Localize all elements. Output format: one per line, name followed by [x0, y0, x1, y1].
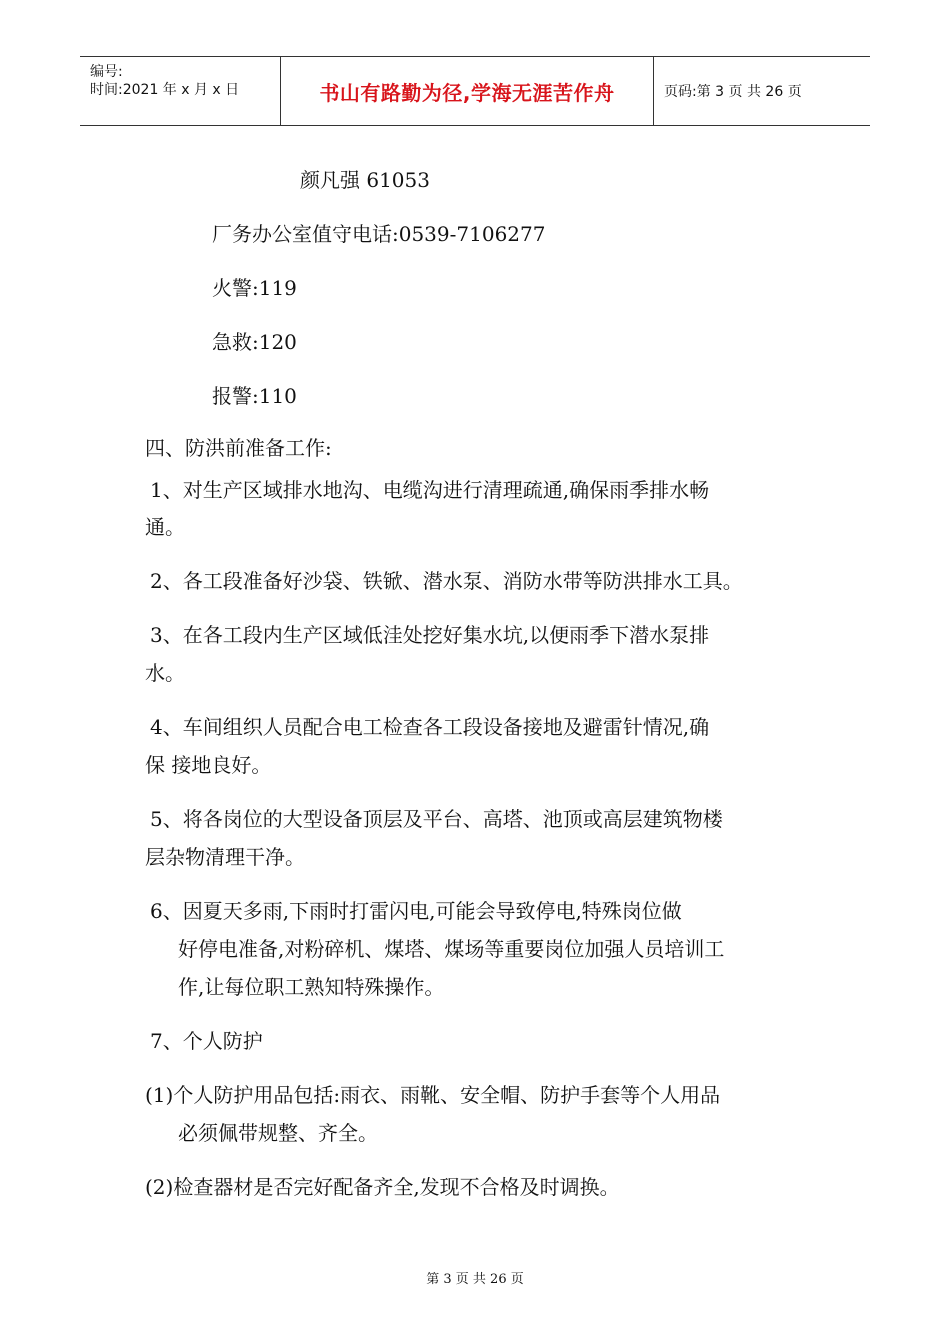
body-line: 3、在各工段内生产区域低洼处挖好集水坑,以便雨季下潜水泵排	[150, 623, 710, 647]
body-line: 2、各工段准备好沙袋、铁锨、潜水泵、消防水带等防洪排水工具。	[150, 569, 743, 593]
section-heading: 四、防洪前准备工作:	[145, 436, 332, 460]
body-line: 厂务办公室值守电话:0539-7106277	[212, 222, 546, 246]
header-motto: 书山有路勤为径,学海无涯苦作舟	[319, 80, 615, 105]
header-page-cell	[654, 57, 870, 125]
header-page-code: 页码:第 3 页 共 26 页	[664, 84, 802, 100]
document-number-label: 编号:	[90, 64, 123, 80]
body-line: 好停电准备,对粉碎机、煤塔、煤场等重要岗位加强人员培训工	[178, 937, 725, 961]
body-line: 4、车间组织人员配合电工检查各工段设备接地及避雷针情况,确	[150, 715, 710, 739]
body-line: 5、将各岗位的大型设备顶层及平台、高塔、池顶或高层建筑物楼	[150, 807, 723, 831]
body-line: 颜凡强 61053	[300, 168, 430, 192]
header-motto-cell	[281, 57, 654, 125]
body-line: 7、个人防护	[150, 1029, 263, 1053]
body-line: 1、对生产区域排水地沟、电缆沟进行清理疏通,确保雨季排水畅	[150, 478, 710, 502]
body-line: 报警:110	[212, 384, 297, 408]
page-footer: 第 3 页 共 26 页	[426, 1272, 524, 1287]
body-line: 保 接地良好。	[145, 753, 272, 777]
body-line: (1)个人防护用品包括:雨衣、雨靴、安全帽、防护手套等个人用品	[145, 1083, 721, 1107]
body-line: (2)检查器材是否完好配备齐全,发现不合格及时调换。	[145, 1175, 620, 1199]
body-line: 6、因夏天多雨,下雨时打雷闪电,可能会导致停电,特殊岗位做	[150, 899, 682, 923]
body-line: 层杂物清理干净。	[145, 845, 305, 869]
body-line: 急救:120	[212, 330, 297, 354]
body-line: 通。	[145, 515, 185, 539]
body-line: 水。	[145, 661, 185, 685]
page-header	[80, 56, 870, 126]
document-date-label: 时间:2021 年 x 月 x 日	[90, 82, 240, 98]
body-line: 必须佩带规整、齐全。	[178, 1121, 378, 1145]
header-meta-cell	[80, 57, 281, 125]
body-line: 火警:119	[212, 276, 297, 300]
body-line: 作,让每位职工熟知特殊操作。	[178, 975, 445, 999]
